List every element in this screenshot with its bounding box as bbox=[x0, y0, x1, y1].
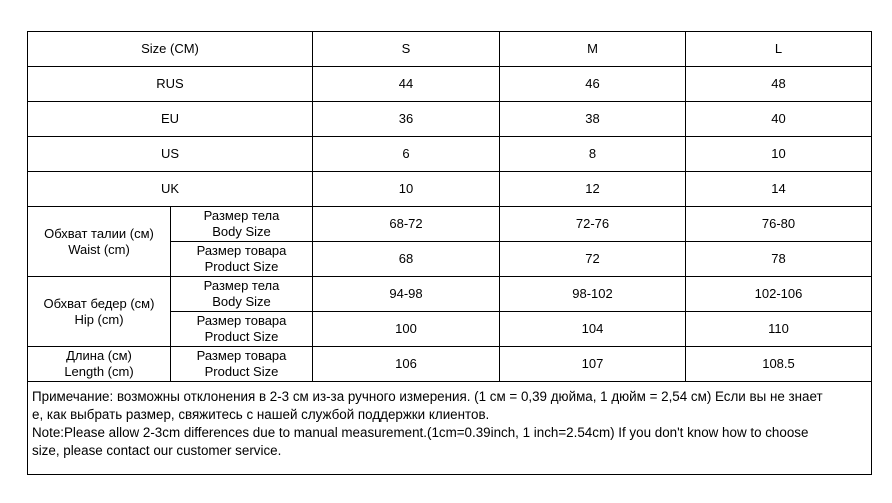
product-size-label-en: Product Size bbox=[204, 329, 279, 344]
row-rus bbox=[28, 67, 872, 102]
row-label: RUS bbox=[28, 67, 313, 102]
row-label: UK bbox=[28, 172, 313, 207]
row-label: EU bbox=[28, 102, 313, 137]
cell-value: 76-80 bbox=[686, 207, 872, 242]
row-label: US bbox=[28, 137, 313, 172]
row-eu bbox=[28, 102, 872, 137]
cell-value: 98-102 bbox=[500, 277, 686, 312]
hip-label-ru: Обхват бедер (см) bbox=[43, 295, 155, 311]
waist-label bbox=[28, 207, 171, 277]
length-label bbox=[28, 347, 171, 382]
cell-value: 68 bbox=[313, 242, 500, 277]
product-size-label-ru: Размер товара bbox=[196, 348, 287, 363]
product-size-label bbox=[171, 312, 313, 347]
size-chart-table bbox=[27, 31, 872, 475]
product-size-label bbox=[171, 347, 313, 382]
row-hip-body bbox=[28, 277, 872, 312]
row-length-product bbox=[28, 347, 872, 382]
row-waist-body bbox=[28, 207, 872, 242]
product-size-label-ru: Размер товара bbox=[196, 313, 287, 328]
product-size-label-en: Product Size bbox=[204, 259, 279, 274]
hip-label-en: Hip (cm) bbox=[74, 311, 124, 327]
cell-value: 14 bbox=[686, 172, 872, 207]
body-size-label bbox=[171, 207, 313, 242]
header-row bbox=[28, 32, 872, 67]
note-ru-line-2: е, как выбрать размер, свяжитесь с нашей службой поддержки клиентов. bbox=[32, 407, 490, 422]
body-size-label-ru: Размер тела bbox=[203, 208, 280, 223]
cell-value: 100 bbox=[313, 312, 500, 347]
note-en-line-1: Note:Please allow 2-3cm differences due to manual measurement.(1cm=0.39inch, 1 inch=2.54cm) If you don't know how to choose bbox=[32, 425, 809, 440]
measurement-note bbox=[28, 382, 872, 475]
body-size-label bbox=[171, 277, 313, 312]
body-size-label-en: Body Size bbox=[212, 224, 271, 239]
cell-value: 108.5 bbox=[686, 347, 872, 382]
note-ru-line-1: Примечание: возможны отклонения в 2-3 см из-за ручного измерения. (1 см = 0,39 дюйма, 1 дюйм = 2,54 см) Если вы не знает bbox=[32, 389, 823, 404]
header-size-l: L bbox=[686, 32, 872, 67]
header-size-m: M bbox=[500, 32, 686, 67]
cell-value: 8 bbox=[500, 137, 686, 172]
cell-value: 12 bbox=[500, 172, 686, 207]
cell-value: 36 bbox=[313, 102, 500, 137]
note-row bbox=[28, 382, 872, 475]
cell-value: 44 bbox=[313, 67, 500, 102]
cell-value: 110 bbox=[686, 312, 872, 347]
product-size-label bbox=[171, 242, 313, 277]
waist-label-en: Waist (cm) bbox=[68, 241, 130, 257]
product-size-label-en: Product Size bbox=[204, 364, 279, 379]
cell-value: 78 bbox=[686, 242, 872, 277]
hip-label bbox=[28, 277, 171, 347]
cell-value: 6 bbox=[313, 137, 500, 172]
cell-value: 106 bbox=[313, 347, 500, 382]
cell-value: 94-98 bbox=[313, 277, 500, 312]
waist-label-ru: Обхват талии (см) bbox=[44, 225, 154, 241]
cell-value: 72 bbox=[500, 242, 686, 277]
body-size-label-ru: Размер тела bbox=[203, 278, 280, 293]
cell-value: 46 bbox=[500, 67, 686, 102]
cell-value: 40 bbox=[686, 102, 872, 137]
cell-value: 104 bbox=[500, 312, 686, 347]
product-size-label-ru: Размер товара bbox=[196, 243, 287, 258]
cell-value: 38 bbox=[500, 102, 686, 137]
row-us bbox=[28, 137, 872, 172]
header-label: Size (CM) bbox=[28, 32, 313, 67]
cell-value: 10 bbox=[313, 172, 500, 207]
cell-value: 48 bbox=[686, 67, 872, 102]
row-uk bbox=[28, 172, 872, 207]
cell-value: 10 bbox=[686, 137, 872, 172]
length-label-ru: Длина (см) bbox=[66, 348, 132, 363]
cell-value: 72-76 bbox=[500, 207, 686, 242]
cell-value: 107 bbox=[500, 347, 686, 382]
header-size-s: S bbox=[313, 32, 500, 67]
note-en-line-2: size, please contact our customer service. bbox=[32, 443, 282, 458]
body-size-label-en: Body Size bbox=[212, 294, 271, 309]
length-label-en: Length (cm) bbox=[64, 364, 134, 379]
cell-value: 102-106 bbox=[686, 277, 872, 312]
cell-value: 68-72 bbox=[313, 207, 500, 242]
